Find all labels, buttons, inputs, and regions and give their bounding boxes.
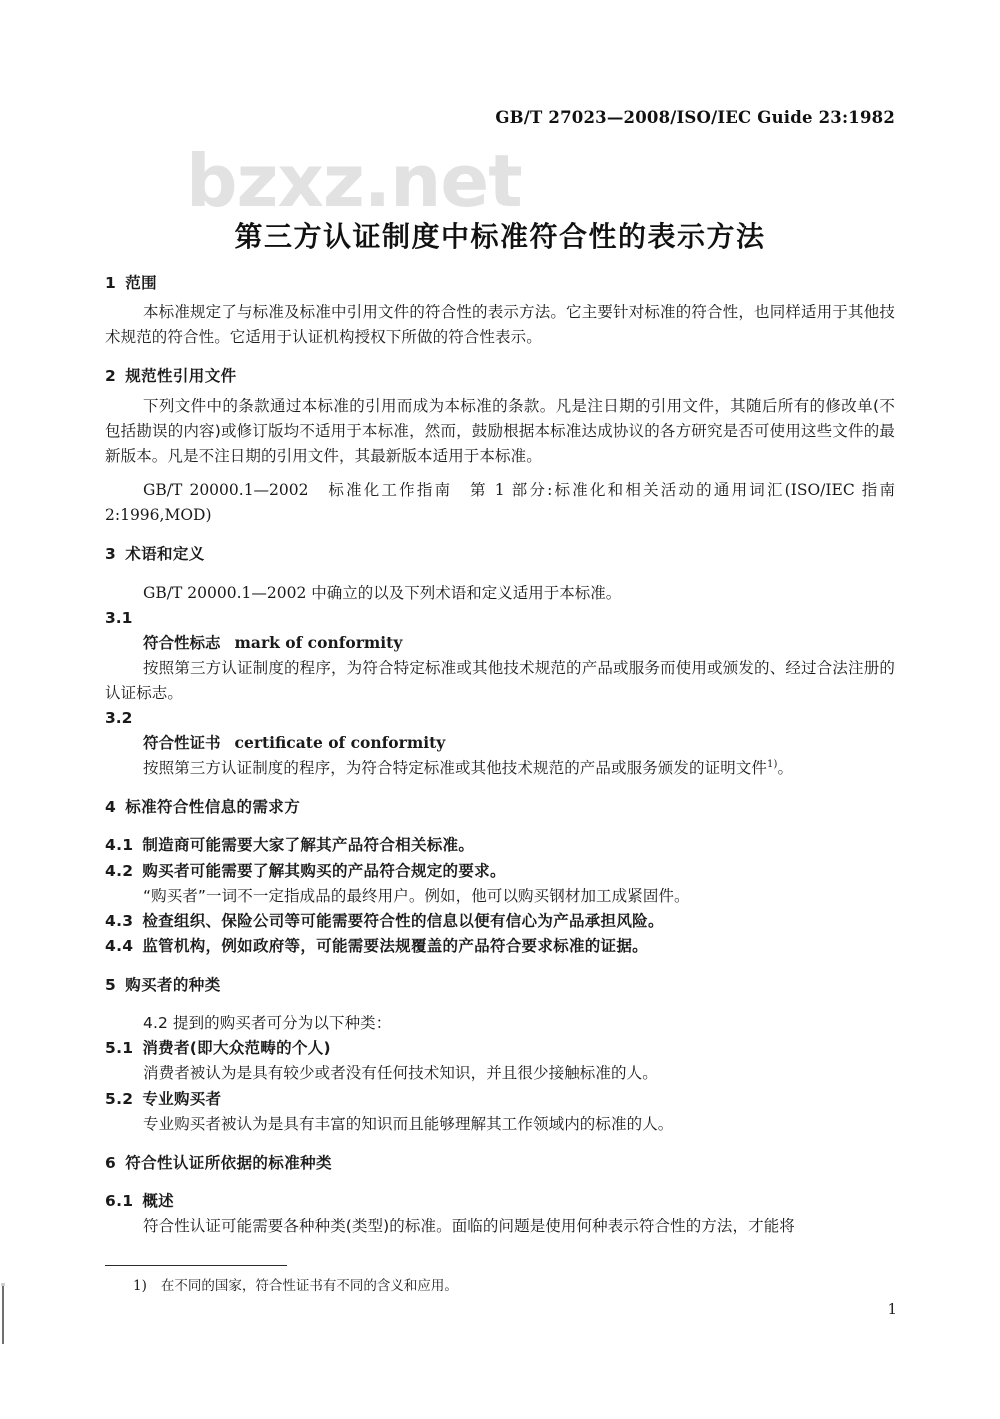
section-heading-1 (105, 272, 895, 295)
section-heading-6 (105, 1152, 895, 1175)
clause-5-1 (105, 1036, 895, 1061)
section-number-1: 1 (105, 274, 117, 292)
clause-text-4-3: 检查组织、保险公司等可能需要符合性的信息以便有信心为产品承担风险。 (142, 911, 664, 930)
clause-number-4-3: 4.3 (105, 911, 134, 930)
clause-number-4-1: 4.1 (105, 836, 134, 855)
section-number-5: 5 (105, 976, 117, 994)
section-title-4: 标准符合性信息的需求方 (125, 798, 301, 817)
definition-term-3-2 (105, 730, 895, 756)
section-5-lead: 4.2 提到的购买者可分为以下种类： (143, 1014, 392, 1033)
section-2-normative-reference: GB/T 20000.1—2002 标准化工作指南 第 1 部分:标准化和相关活动的通用词汇(ISO/IEC 指南 2:1996,MOD) (105, 481, 895, 525)
section-number-4: 4 (105, 798, 117, 817)
footnote-1 (133, 1276, 458, 1296)
clause-text-4-1: 制造商可能需要大家了解其产品符合相关标准。 (142, 836, 475, 855)
clause-number-5-1: 5.1 (105, 1039, 134, 1058)
definition-text-3-2-main: 按照第三方认证制度的程序，为符合特定标准或其他技术规范的产品或服务颁发的证明文件 (143, 759, 768, 778)
section-title-6: 符合性认证所依据的标准种类 (125, 1153, 332, 1172)
clause-number-5-2: 5.2 (105, 1089, 134, 1108)
scan-binding-mark (2, 1286, 4, 1344)
clause-text-4-2: 购买者可能需要了解其购买的产品符合规定的要求。 (142, 861, 506, 880)
clause-title-6-1: 概述 (142, 1192, 174, 1211)
clause-4-2 (105, 859, 895, 884)
section-heading-3 (105, 543, 895, 566)
section-1-paragraph: 本标准规定了与标准及标准中引用文件的符合性的表示方法。它主要针对标准的符合性，也同样适用于其他技术规范的符合性。它适用于认证机构授权下所做的符合性表示。 (105, 303, 895, 347)
section-heading-4 (105, 796, 895, 819)
definition-text-3-2-end: 。 (777, 759, 794, 778)
footnote-1-marker: 1) (133, 1278, 147, 1294)
section-number-3: 3 (105, 545, 117, 564)
section-heading-2 (105, 365, 895, 388)
definition-term-en-3-1: mark of conformity (234, 632, 403, 652)
watermark-bzxz: bzxz.net (186, 139, 522, 223)
clause-4-3 (105, 909, 895, 934)
definition-text-3-1: 按照第三方认证制度的程序，为符合特定标准或其他技术规范的产品或服务而使用或颁发的、经过合法注册的认证标志。 (105, 658, 895, 702)
definition-term-zh-3-2: 符合性证书 (143, 733, 221, 752)
clause-heading-6-1 (105, 1189, 895, 1214)
footnote-1-text: 在不同的国家，符合性证书有不同的含义和应用。 (160, 1278, 458, 1294)
definition-number-3-2: 3.2 (105, 708, 133, 727)
clause-heading-5-1: 消费者(即大众范畴的个人) (142, 1039, 331, 1058)
footnote-separator-rule (105, 1265, 287, 1266)
clause-number-4-2: 4.2 (105, 861, 134, 880)
clause-5-2-text: 专业购买者被认为是具有丰富的知识而且能够理解其工作领域内的标准的人。 (143, 1114, 674, 1133)
document-body (105, 272, 895, 1239)
clause-4-1 (105, 833, 895, 858)
page-title: 第三方认证制度中标准符合性的表示方法 (234, 219, 766, 253)
clause-number-6-1: 6.1 (105, 1192, 134, 1211)
definition-term-3-1 (105, 630, 895, 656)
document-header-standard-ref: GB/T 27023—2008/ISO/IEC Guide 23:1982 (495, 108, 895, 127)
clause-5-2 (105, 1087, 895, 1112)
section-heading-5 (105, 974, 895, 997)
section-2-paragraph: 下列文件中的条款通过本标准的引用而成为本标准的条款。凡是注日期的引用文件，其随后所有的修改单(不包括勘误的内容)或修订版均不适用于本标准，然而，鼓励根据本标准达成协议的各方研究是否可使用这些文件的最新版本。凡是不注日期的引用文件，其最新版本适用于本标准。 (105, 396, 895, 465)
clause-4-4 (105, 934, 895, 959)
section-title-3: 术语和定义 (125, 545, 205, 564)
clause-text-4-4: 监管机构，例如政府等，可能需要法规覆盖的产品符合要求标准的证据。 (142, 936, 648, 955)
clause-number-4-4: 4.4 (105, 936, 134, 955)
definition-term-en-3-2: certificate of conformity (234, 732, 446, 752)
clause-6-1-paragraph: 符合性认证可能需要各种种类(类型)的标准。面临的问题是使用何种表示符合性的方法，才能将 (143, 1217, 795, 1236)
section-title-5: 购买者的种类 (125, 976, 221, 994)
section-3-paragraph: GB/T 20000.1—2002 中确立的以及下列术语和定义适用于本标准。 (143, 583, 622, 602)
clause-4-2-note: “购买者”一词不一定指成品的最终用户。例如，他可以购买钢材加工成紧固件。 (143, 886, 690, 905)
definition-term-zh-3-1: 符合性标志 (143, 633, 221, 652)
definition-text-3-2 (105, 756, 895, 781)
definition-number-3-1: 3.1 (105, 608, 133, 627)
page-number: 1 (887, 1300, 897, 1318)
section-number-2: 2 (105, 367, 117, 386)
section-title-1: 范围 (125, 274, 157, 292)
section-number-6: 6 (105, 1153, 117, 1172)
section-title-2: 规范性引用文件 (125, 367, 237, 386)
footnote-reference-marker: 1) (767, 758, 778, 770)
clause-5-1-text: 消费者被认为是具有较少或者没有任何技术知识，并且很少接触标准的人。 (143, 1064, 658, 1083)
clause-heading-5-2: 专业购买者 (142, 1089, 222, 1108)
